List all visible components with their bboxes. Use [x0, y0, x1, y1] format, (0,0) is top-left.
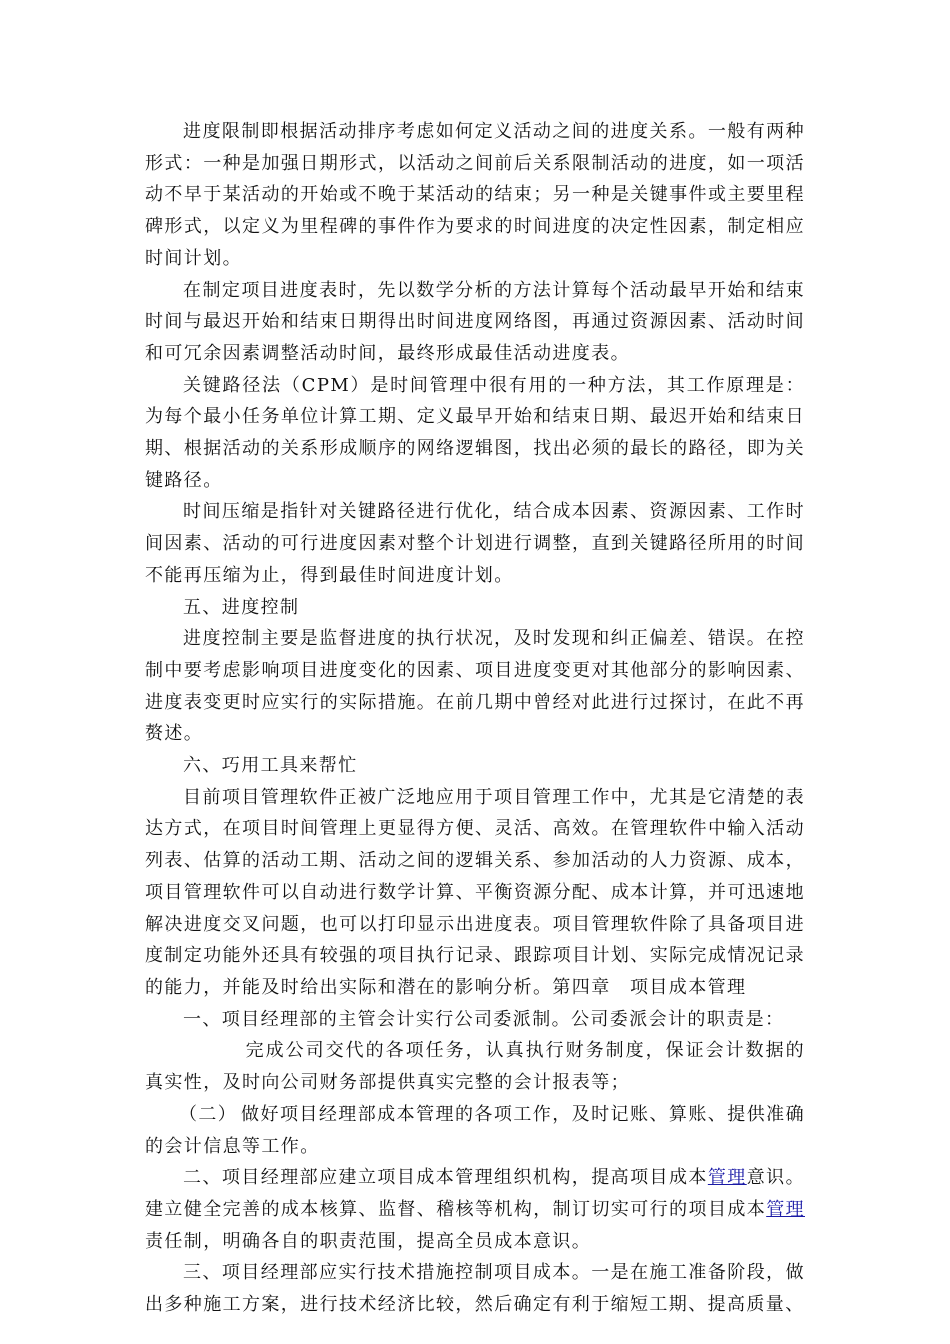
management-link-2[interactable]: 管理 [766, 1198, 805, 1220]
paragraph-time-compression: 时间压缩是指针对关键路径进行优化，结合成本因素、资源因素、工作时间因素、活动的可行进度因素对整个计划进行调整，直到关键路径所用的时间不能再压缩为止，得到最佳时间进度计划。 [145, 501, 805, 586]
paragraph-critical-path: 关键路径法（CPM）是时间管理中很有用的一种方法，其工作原理是：为每个最小任务单位计算工期、定义最早开始和结束日期、最迟开始和结束日期、根据活动的关系形成顺序的网络逻辑图，找出必须的最长的路径，即为关键路径。 [145, 374, 805, 491]
item-two-text: 做好项目经理部成本管理的各项工作，及时记账、算账、提供准确的会计信息等工作。 [145, 1103, 805, 1157]
cost-organization-text-c: 责任制，明确各自的职责范围，提高全员成本意识。 [145, 1230, 592, 1252]
management-link[interactable]: 管理 [707, 1167, 747, 1189]
paragraph-cost-organization [145, 1162, 805, 1257]
paragraph-schedule-development: 在制定项目进度表时，先以数学分析的方法计算每个活动最早开始和结束时间与最迟开始和结束日期得出时间进度网络图，再通过资源因素、活动时间和可冗余因素调整活动时间，最终形成最佳活动进度表。 [145, 279, 805, 364]
paragraph-pm-software: 目前项目管理软件正被广泛地应用于项目管理工作中，尤其是它清楚的表达方式，在项目时间管理上更显得方便、灵活、高效。在管理软件中输入活动列表、估算的活动工期、活动之间的逻辑关系、参加活动的人力资源、成本，项目管理软件可以自动进行数学计算、平衡资源分配、成本计算，并可迅速地解决进度交叉问题，也可以打印显示出进度表。项目管理软件除了具备项目进度制定功能外还具有较强的项目执行记录、跟踪项目计划、实际完成情况记录的能力，并能及时给出实际和潜在的影响分析。第四章 项目成本管理 [145, 786, 805, 998]
heading-schedule-control: 五、进度控制 [183, 596, 300, 618]
item-one-text: 完成公司交代的各项任务，认真执行财务制度，保证会计数据的真实性，及时向公司财务部提供真实完整的会计报表等； [145, 1040, 805, 1094]
heading-tools: 六、巧用工具来帮忙 [183, 755, 358, 777]
cost-organization-text-b: 意识。建立健全完善的成本核算、监督、稽核等机构，制订切实可行的项目成本 [145, 1167, 805, 1220]
item-two-number: （二） [179, 1103, 238, 1125]
document-body [145, 116, 805, 1321]
paragraph-schedule-control: 进度控制主要是监督进度的执行状况，及时发现和纠正偏差、错误。在控制中要考虑影响项目进度变化的因素、项目进度变更对其他部分的影响因素、进度表变更时应实行的实际措施。在前几期中曾经对此进行过探讨，在此不再赘述。 [145, 628, 805, 745]
paragraph-item-one [145, 1035, 805, 1098]
paragraph-technical-measures: 三、项目经理部应实行技术措施控制项目成本。一是在施工准备阶段，做出多种施工方案，进行技术经济比较，然后确定有利于缩短工期、提高质量、 [145, 1262, 805, 1316]
paragraph-schedule-constraints: 进度限制即根据活动排序考虑如何定义活动之间的进度关系。一般有两种形式：一种是加强日期形式，以活动之间前后关系限制活动的进度，如一项活动不早于某活动的开始或不晚于某活动的结束；另一种是关键事件或主要里程碑形式，以定义为里程碑的事件作为要求的时间进度的决定性因素，制定相应时间计划。 [145, 121, 805, 269]
cost-organization-text-a: 二、项目经理部应建立项目成本管理组织机构，提高项目成本 [183, 1167, 708, 1189]
paragraph-item-two [145, 1099, 805, 1162]
paragraph-accountant-assignment: 一、项目经理部的主管会计实行公司委派制。公司委派会计的职责是： [183, 1008, 785, 1030]
